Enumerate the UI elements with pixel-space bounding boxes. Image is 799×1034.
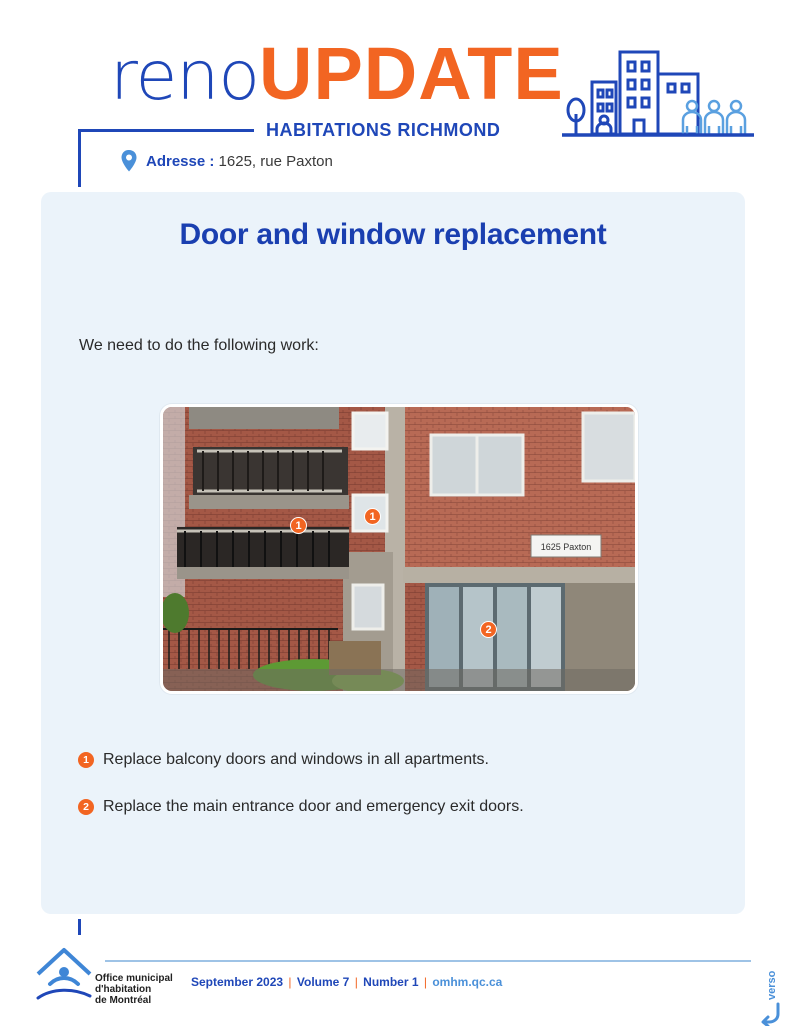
- address-line: [120, 149, 333, 173]
- website-link[interactable]: omhm.qc.ca: [432, 975, 503, 989]
- issue-info: September 2023 | Volume 7 | Number 1 | omhm.qc.ca: [191, 975, 503, 989]
- work-item-2: [78, 798, 524, 816]
- photo-marker-balcony-door: 1: [290, 517, 307, 534]
- address-value: 1625, rue Paxton: [218, 152, 333, 170]
- svg-text:1625 Paxton: 1625 Paxton: [540, 542, 592, 552]
- address-label: Adresse :: [146, 152, 215, 170]
- work-item-1-text: Replace balcony doors and windows in all apartments.: [103, 751, 489, 768]
- page-turn-arrow-icon: [760, 1002, 784, 1026]
- masthead-main: UPDATE: [259, 32, 564, 115]
- frame-rule-vertical: [78, 129, 81, 187]
- issue-number: Number 1: [363, 975, 419, 989]
- building-photo-illustration: [163, 407, 635, 691]
- masthead-prefix: reno: [110, 37, 259, 116]
- card-title: Door and window replacement: [179, 218, 607, 251]
- work-item-2-number: 2: [78, 799, 94, 815]
- verso-indicator[interactable]: [758, 966, 788, 1026]
- intro-text: We need to do the following work:: [79, 337, 319, 354]
- issue-date: September 2023: [191, 975, 284, 989]
- footer-rule: [105, 960, 751, 962]
- work-item-1-number: 1: [78, 752, 94, 768]
- footer-tick: [78, 919, 81, 935]
- frame-rule-horizontal: [78, 129, 254, 132]
- org-name: Office municipal d'habitation de Montréal: [95, 973, 173, 1006]
- photo-marker-window: 1: [364, 508, 381, 525]
- masthead-subtitle: HABITATIONS RICHMOND: [266, 120, 501, 140]
- masthead-title: [110, 34, 564, 114]
- verso-label: verso: [766, 970, 778, 1000]
- building-photo: [160, 404, 638, 694]
- location-pin-icon: [120, 149, 138, 173]
- issue-volume: Volume 7: [296, 975, 350, 989]
- omhm-logo-icon: [34, 944, 94, 1004]
- work-item-2-text: Replace the main entrance door and emergency exit doors.: [103, 798, 524, 815]
- buildings-and-residents-icon: [562, 44, 754, 140]
- work-item-1: [78, 751, 489, 769]
- photo-marker-entrance: 2: [480, 621, 497, 638]
